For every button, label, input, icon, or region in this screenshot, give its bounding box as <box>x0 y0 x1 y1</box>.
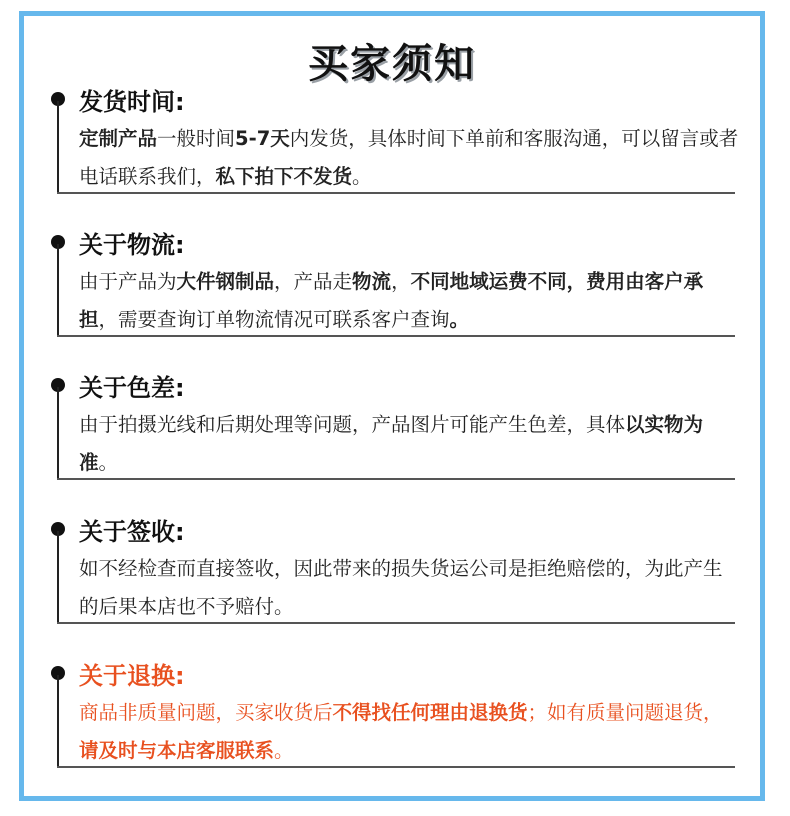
text-segment: ，产品走 <box>274 270 353 293</box>
text-segment: 商品非质量问题，买家收货后 <box>79 701 333 724</box>
text-segment: 定制产品 <box>79 127 158 150</box>
text-segment: 不同地域运费不同，费用由客户承担 <box>79 270 704 331</box>
section-heading: 关于色差: <box>79 374 185 402</box>
section-heading: 关于物流: <box>79 231 185 259</box>
text-segment: 请及时与本店客服联系 <box>79 739 275 762</box>
text-segment: 物流 <box>352 270 392 293</box>
text-segment: ，需要查询订单物流情况可联系客户查询 <box>98 308 450 331</box>
text-segment: 由于产品为 <box>79 270 177 293</box>
text-segment: 如不经检查而直接签收，因此带来的损失货运公司是拒绝赔偿的，为此产生的后果本店也不予赔付。 <box>79 557 723 618</box>
section-divider-vertical <box>57 387 59 479</box>
text-segment: 一般时间 <box>157 127 236 150</box>
text-segment: 大件钢制品 <box>176 270 275 293</box>
section-body <box>79 694 739 770</box>
text-segment: 私下拍下不发货 <box>215 165 353 188</box>
section-divider-vertical <box>57 101 59 193</box>
section-body <box>79 550 739 626</box>
text-segment: 由于拍摄光线和后期处理等问题，产品图片可能产生色差，具体 <box>79 413 626 436</box>
text-segment: 内发货，具体时间下单前和客服沟通，可以留言或者电话联系我们， <box>79 127 739 188</box>
text-segment: 。 <box>274 739 294 762</box>
section-heading: 发货时间: <box>79 88 185 116</box>
section-body <box>79 263 739 339</box>
section-divider-vertical <box>57 531 59 623</box>
section-body <box>79 120 739 196</box>
section-heading: 关于签收: <box>79 518 185 546</box>
page-title: 买家须知 <box>308 41 476 87</box>
text-segment: ；如有质量问题退货， <box>527 701 723 724</box>
text-segment: 。 <box>352 165 372 188</box>
section-body <box>79 406 739 482</box>
section-divider-vertical <box>57 244 59 336</box>
text-segment: ， <box>391 270 411 293</box>
text-segment: 5-7天 <box>235 127 290 150</box>
section-divider-vertical <box>57 675 59 767</box>
text-segment: 以实物为准 <box>79 413 704 474</box>
notice-frame <box>19 11 765 801</box>
section-heading: 关于退换: <box>79 662 185 690</box>
text-segment: 不得找任何理由退换货 <box>332 701 528 724</box>
text-segment: 。 <box>98 451 119 474</box>
text-segment: 。 <box>449 308 470 331</box>
